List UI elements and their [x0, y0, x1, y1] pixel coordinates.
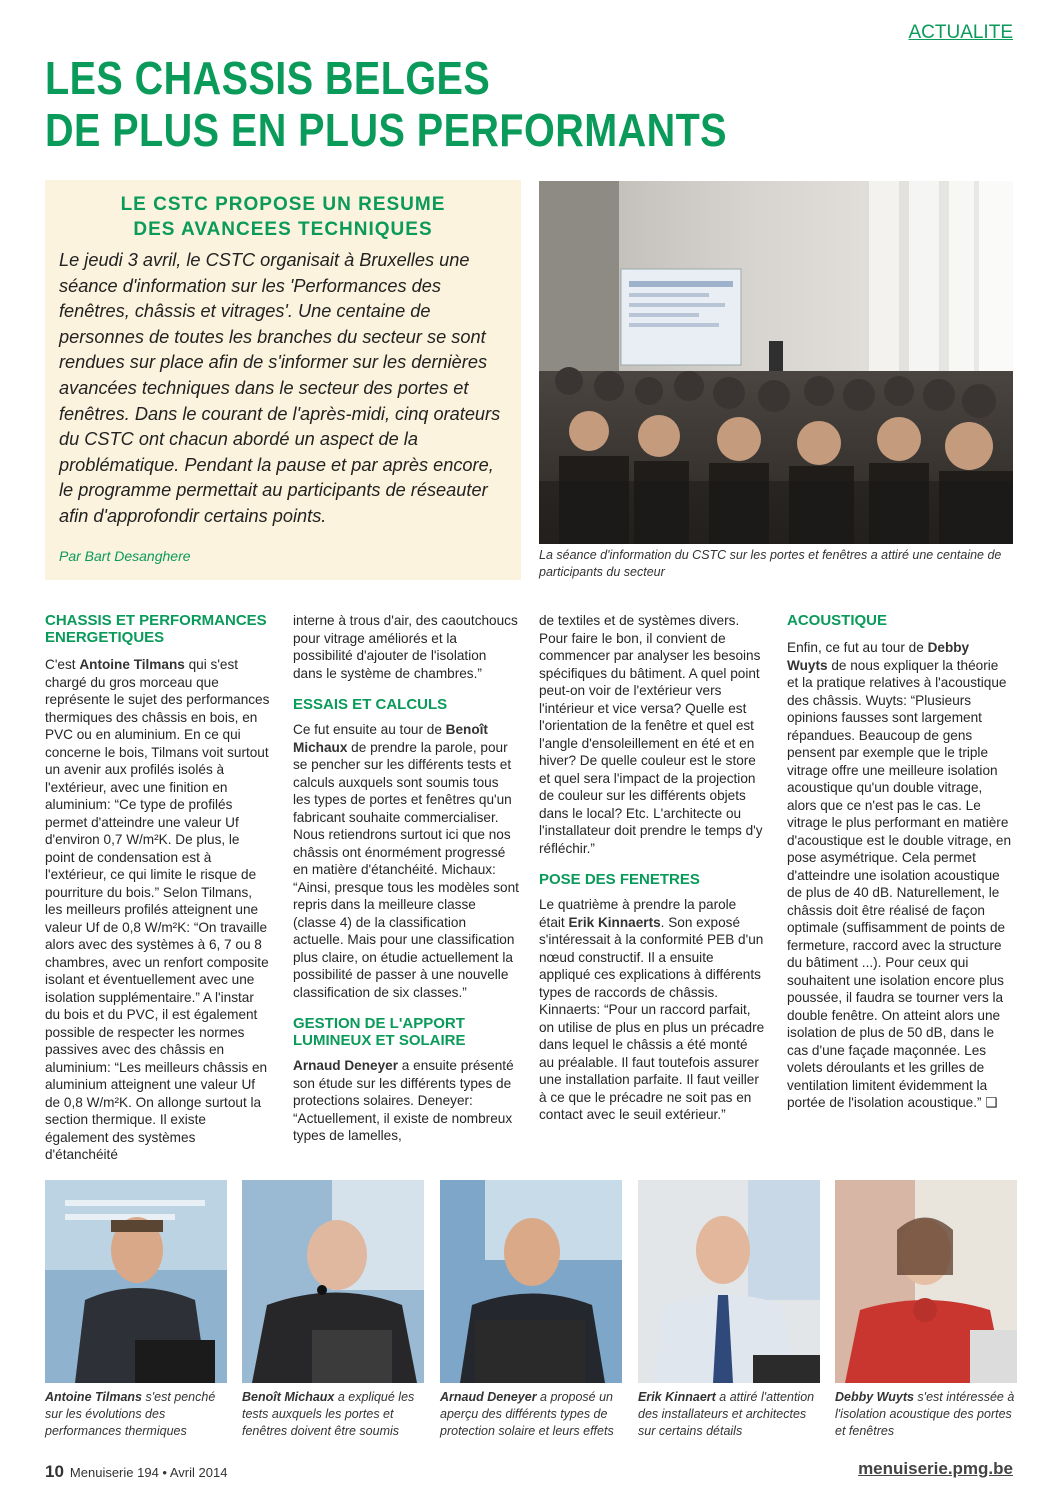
conference-photo [539, 181, 1013, 544]
speaker-photo-wuyts [835, 1180, 1017, 1383]
speaker-photo-illustration [440, 1180, 622, 1383]
col3-text-pre: Le quatrième à prendre la parole était [539, 897, 737, 930]
speaker-caption-name: Erik Kinnaert [638, 1390, 716, 1404]
conference-photo-illustration [539, 181, 1013, 544]
col3-text: . Son exposé s'intéressait à la conformité PEB d'un nœud constructif. Il a ensuite appliqué ces explications à différents types de raccords de châssis. Kinnaerts: “Pour un raccord parfait, on utilise de plus en plus un précadre dans lequel le châssis a été monté au préalable. Il faut toutefois assurer une installation parfaite. Il faut veiller à ce que le précadre ne soit pas en contact avec le seuil extérieur.” [539, 914, 765, 1122]
speaker-photo-illustration [45, 1180, 227, 1383]
speaker-caption-name: Arnaud Deneyer [440, 1390, 537, 1404]
speaker-name: Antoine Tilmans [79, 657, 185, 672]
title-line-1: LES CHASSIS BELGES [45, 52, 491, 104]
speaker-name: Erik Kinnaerts [568, 914, 661, 930]
page-number: 10 [45, 1462, 64, 1481]
footer-issue [45, 1462, 227, 1482]
speaker-name: Debby Wuyts [787, 640, 970, 673]
intro-subtitle [59, 192, 507, 242]
intro-subtitle-line-1: LE CSTC PROPOSE UN RESUME [120, 194, 446, 215]
speaker-caption [440, 1389, 622, 1440]
speaker-caption [638, 1389, 820, 1440]
speaker-caption [835, 1389, 1017, 1440]
col3-paragraph-0: de textiles et de systèmes divers. Pour faire le bon, il convient de commencer par analyser les besoins spécifiques du bâtiment. A quel point peut-on voir de l'extérieur vers l'intérieur et vice versa? Quelle est l'orientation de la fenêtre et quel est l'angle d'ensoleillement en été et en hiver? De quelle couleur est le store et quel sera l'impact de la projection de couleur sur les différents objets dans le local? Etc. L'architecte ou l'installateur doit prendre le temps d'y réfléchir.” [539, 613, 763, 856]
speaker-photo-illustration [242, 1180, 424, 1383]
article-column-3 [539, 612, 765, 1124]
col4-text-pre: Enfin, ce fut au tour de [787, 640, 928, 655]
speaker-photo-kinnaert [638, 1180, 820, 1383]
speaker-photos [45, 1180, 1013, 1383]
section-tag[interactable]: ACTUALITE [908, 22, 1013, 43]
intro-text: Le jeudi 3 avril, le CSTC organisait à Bruxelles une séance d'information sur les 'Performances des fenêtres, châssis et vitrages'. Une centaine de personnes de toutes les branches du secteur se sont rendues sur place afin de s'informer sur les dernières avancées techniques dans le secteur des portes et fenêtres. Dans le courant de l'après-midi, cinq orateurs du CSTC ont chacun abordé un aspect de la problématique. Pendant la pause et par après encore, le programme permettait au participants de réseauter afin d'approfondir certains points. [59, 250, 501, 526]
speaker-name: Benoît Michaux [293, 722, 488, 755]
speaker-photo-illustration [835, 1180, 1017, 1383]
speaker-caption-text: a expliqué les tests auxquels les portes et fenêtres doivent être soumis [242, 1390, 415, 1438]
col1-paragraph [45, 656, 270, 1164]
speaker-caption-name: Debby Wuyts [835, 1390, 914, 1404]
speaker-name: Arnaud Deneyer [293, 1058, 399, 1073]
speaker-caption-text: a attiré l'attention des installateurs et architectes sur certains détails [638, 1390, 815, 1438]
col1-text: qui s'est chargé du gros morceau que représente le sujet des performances thermiques des châssis en bois, en PVC ou en aluminium. En ce qui concerne le bois, Tilmans voit surtout un avenir aux profilés isolés à l'extérieur, avec une finition en aluminium: “Ce type de profilés permet d'atteindre une valeur Uf d'environ 0,7 W/m²K. De plus, le point de condensation est à l'extérieur, ce qui limite le risque de pourriture du bois.” Selon Tilmans, les meilleurs profilés atteignent une valeur Uf de 0,8 W/m²K: “On travaille alors avec des systèmes à 6, 7 ou 8 chambres, avec un renfort composite isolant et éventuellement avec une isolation supplémentaire.” A l'instar du bois et du PVC, il est également possible de respecter les normes passives avec des châssis en aluminium: “Les meilleurs châssis en aluminium atteignent une valeur Uf de 0,8 W/m²K. On allonge surtout la section thermique. Il existe également des systèmes d'étanchéité [45, 657, 270, 1162]
speaker-caption-name: Antoine Tilmans [45, 1390, 143, 1404]
heading-installation: POSE DES FENETRES [539, 871, 700, 888]
byline: Par Bart Desanghere [59, 547, 191, 564]
col1-text-pre: C'est [45, 657, 80, 672]
issue-info: Menuiserie 194 • Avril 2014 [69, 1465, 228, 1480]
website-link[interactable]: menuiserie.pmg.be [858, 1459, 1013, 1478]
col2-text-2: a ensuite présenté son étude sur les différents types de protections solaires. Deneyer: “Actuellement, il existe de nombreux types de lamelles, [293, 1058, 514, 1143]
page-title [45, 52, 819, 156]
photo-caption: La séance d'information du CSTC sur les portes et fenêtres a attiré une centaine de participants du secteur [539, 548, 1002, 579]
title-line-2: DE PLUS EN PLUS PERFORMANTS [45, 104, 727, 156]
intro-box [45, 180, 521, 580]
speaker-caption-text: s'est intéressée à l'isolation acoustique des portes et fenêtres [835, 1390, 1015, 1438]
col4-paragraph [787, 639, 1013, 1112]
col4-text: de nous expliquer la théorie et la pratique relatives à l'acoustique des châssis. Wuyts: “Plusieurs opinions fausses sont largement répandues. Beaucoup de gens pensent par exemple que le triple vitrage offre une meilleure isolation acoustique qu'un double vitrage, alors que ce n'est pas le cas. Le vitrage le plus performant en matière d'acoustique est le double vitrage, en pose asymétrique. Cela permet d'atteindre une isolation acoustique de plus de 40 dB. Naturellement, le châssis doit être réalisé de façon optimale (suffisamment de points de fermeture, raccord avec la structure du bâtiment ...). Pour ceux qui souhaitent une isolation encore plus poussée, il faudra se tourner vers la double fenêtre. On atteint alors une isolation de plus de 50 dB, dans le cas d'une façade maçonnée. Les volets déroulants et les grilles de ventilation limitent évidemment la portée de l'isolation acoustique.” ❑ [787, 657, 1012, 1110]
intro-subtitle-line-2: DES AVANCEES TECHNIQUES [133, 219, 433, 240]
col2-paragraph-0: interne à trous d'air, des caoutchoucs pour vitrage améliorés et la possibilité d'ajouter de l'isolation dans le système de chambres.” [293, 613, 518, 681]
heading-acoustics: ACOUSTIQUE [787, 612, 888, 629]
heading-energy: CHASSIS ET PERFORMANCES ENERGETIQUES [45, 612, 267, 646]
speaker-caption-name: Benoît Michaux [242, 1390, 335, 1404]
col2-paragraph-1 [293, 721, 519, 1001]
speaker-photo-tilmans [45, 1180, 227, 1383]
article-column-4 [787, 612, 1013, 1112]
speaker-photo-deneyer [440, 1180, 622, 1383]
speaker-photo-illustration [638, 1180, 820, 1383]
speaker-photo-michaux [242, 1180, 424, 1383]
col2-paragraph-2 [293, 1057, 519, 1145]
heading-solar: GESTION DE L'APPORT LUMINEUX ET SOLAIRE [293, 1015, 466, 1049]
speaker-caption-text: s'est penché sur les évolutions des performances thermiques [45, 1390, 216, 1438]
speaker-caption-text: a proposé un aperçu des différents types de protection solaire et leurs effets [440, 1390, 614, 1438]
speaker-caption [242, 1389, 424, 1440]
col2-text: de prendre la parole, pour se pencher sur les différents tests et calculs auxquels sont soumis tous les types de portes et fenêtres qu'un fabricant souhaite commercialiser. Nous retiendrons surtout ici que nos châssis ont énormément progressé en matière d'étanchéité. Michaux: “Ainsi, presque tous les modèles sont repris dans la meilleure classe (classe 4) de la classification actuelle. Mais pour une classification plus claire, on étudie actuellement la possibilité de passer à une nouvelle classification de six classes.” [293, 739, 519, 1000]
col2-text-pre: Ce fut ensuite au tour de [293, 722, 446, 737]
article-column-2 [293, 612, 519, 1145]
article-column-1 [45, 612, 270, 1164]
speaker-caption [45, 1389, 227, 1440]
heading-tests: ESSAIS ET CALCULS [293, 696, 448, 713]
col3-paragraph-1 [539, 896, 765, 1124]
